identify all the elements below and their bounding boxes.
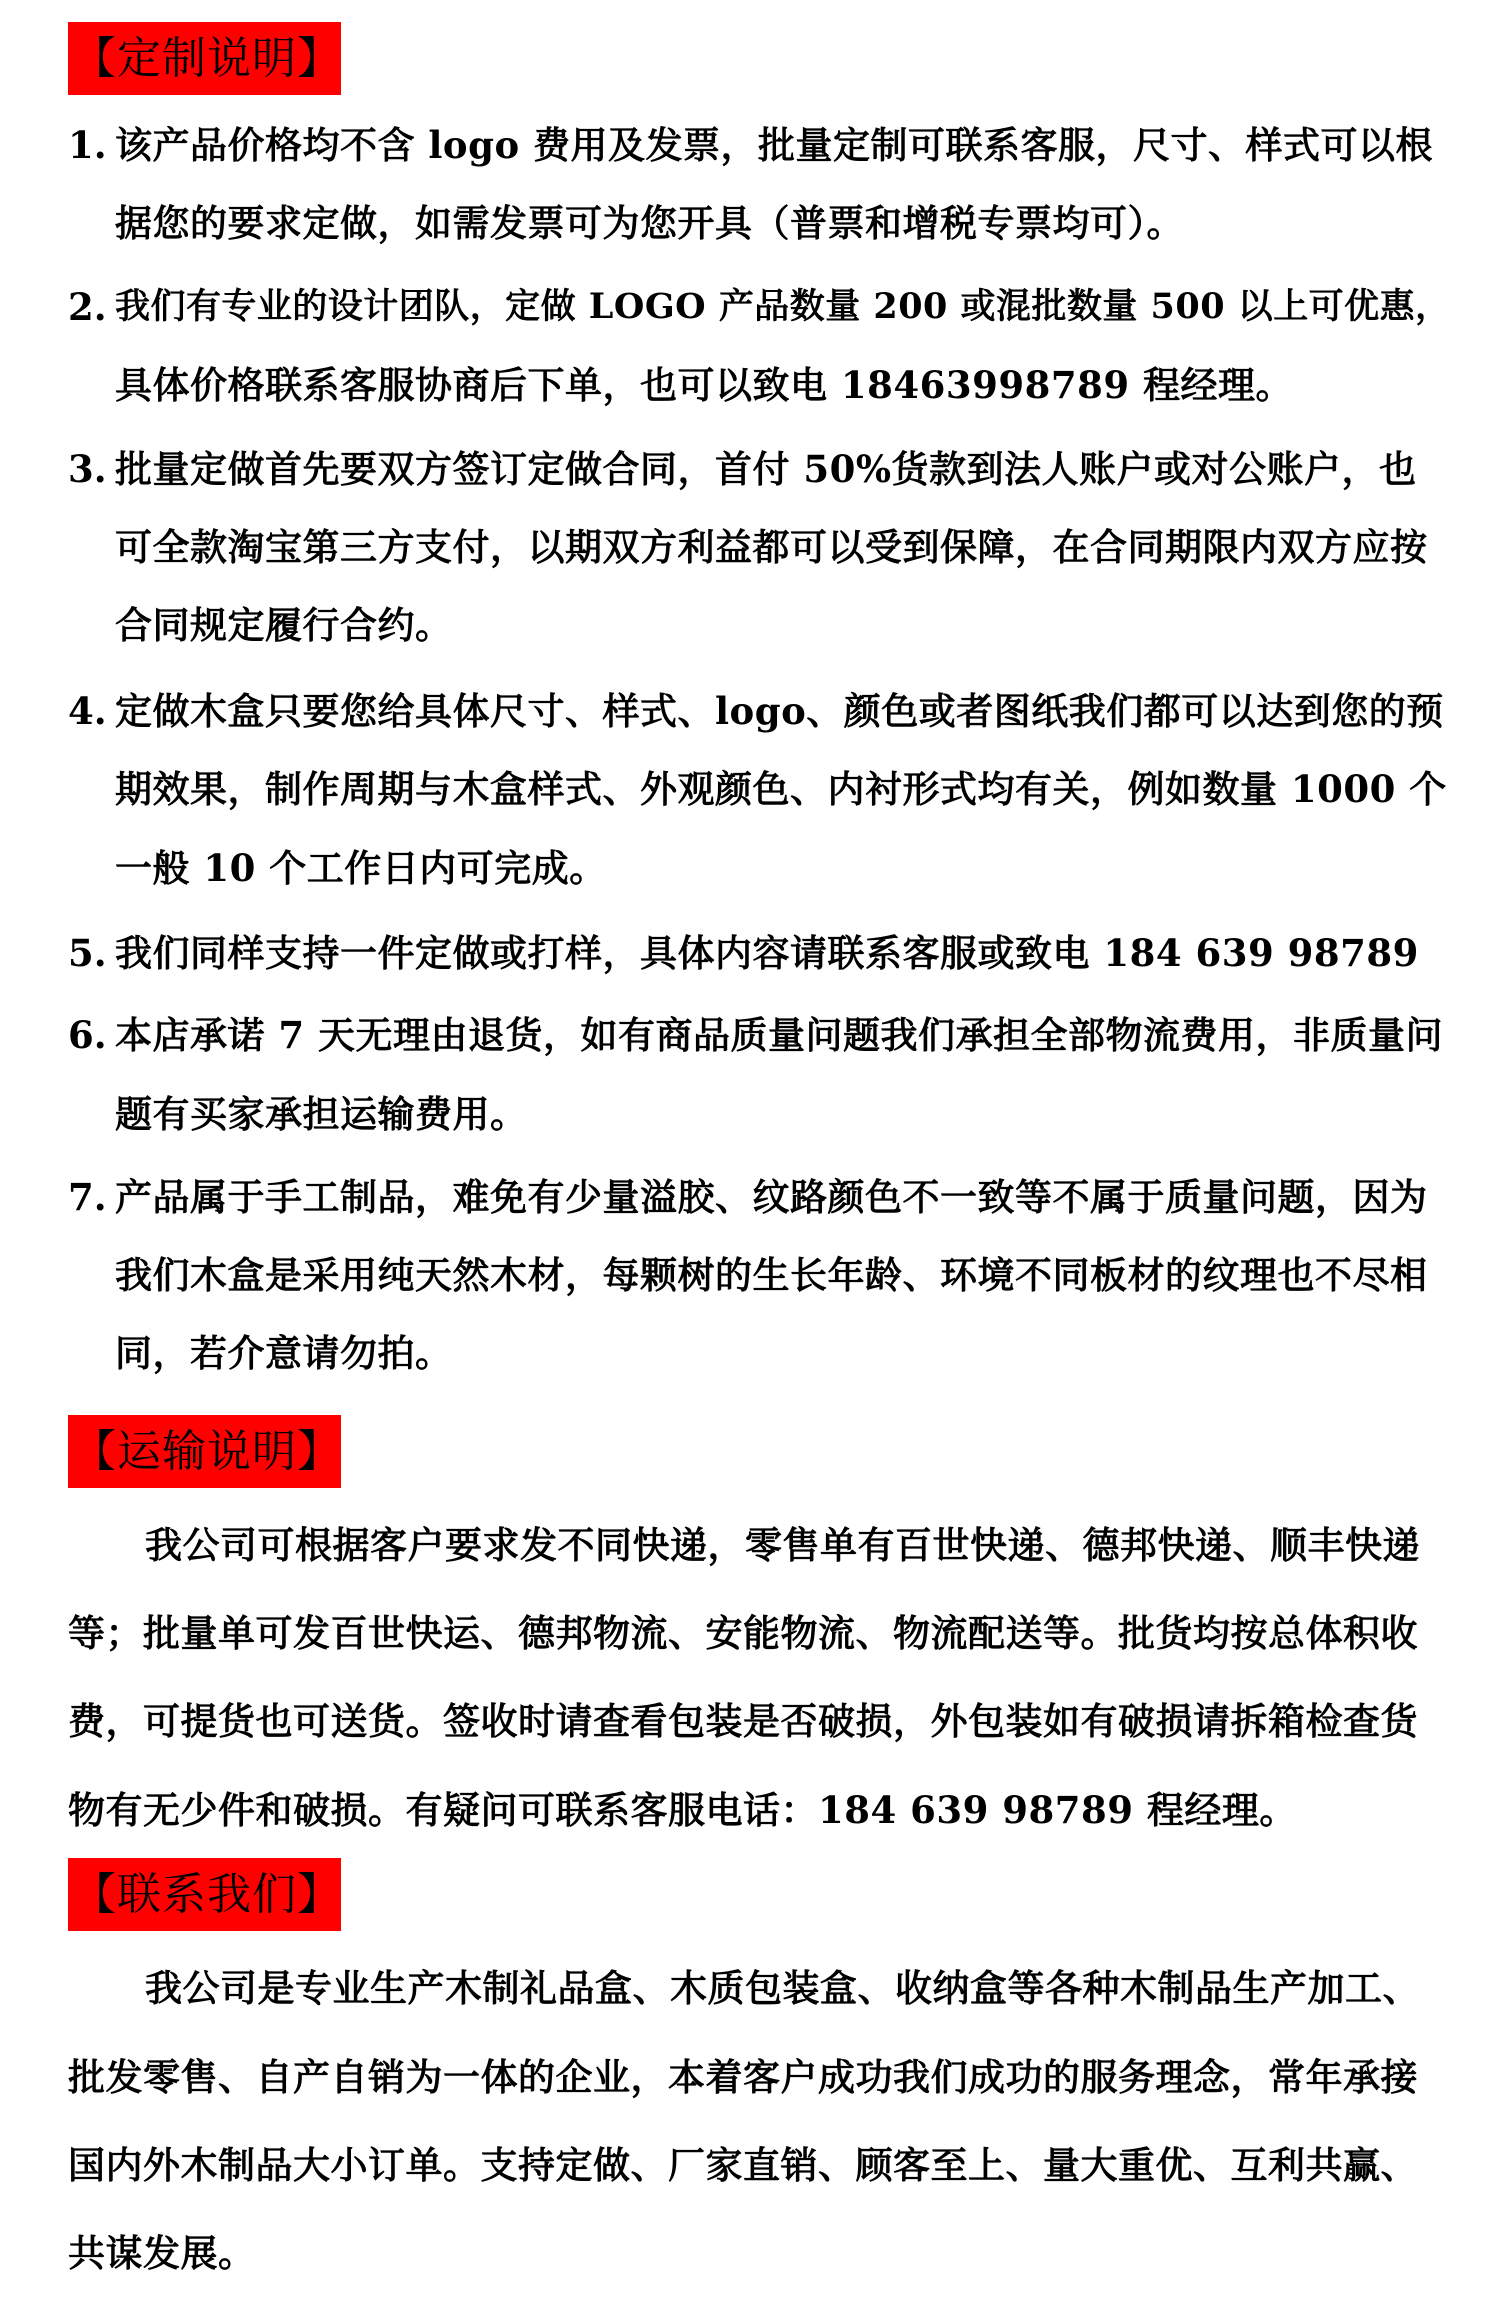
paragraph-line: 国内外木制品大小订单。支持定做、厂家直销、顾客至上、量大重优、互利共赢、 (68, 2143, 1418, 2187)
paragraph-line: 费，可提货也可送货。签收时请查看包装是否破损，外包装如有破损请拆箱检查货 (68, 1699, 1418, 1743)
paragraph-line: 批发零售、自产自销为一体的企业，本着客户成功我们成功的服务理念，常年承接 (68, 2055, 1418, 2099)
item-number: 4. (68, 689, 107, 733)
item-line: 一般 10 个工作日内可完成。 (115, 846, 607, 890)
item-number: 6. (68, 1013, 107, 1057)
item-line: 产品属于手工制品，难免有少量溢胶、纹路颜色不一致等不属于质量问题，因为 (115, 1175, 1428, 1219)
item-number: 7. (68, 1175, 107, 1219)
item-number: 2. (68, 285, 107, 329)
item-line: 该产品价格均不含 logo 费用及发票，批量定制可联系客服，尺寸、样式可以根 (115, 123, 1434, 167)
item-line: 定做木盒只要您给具体尺寸、样式、logo、颜色或者图纸我们都可以达到您的预 (115, 689, 1444, 733)
item-line: 同，若介意请勿拍。 (115, 1331, 453, 1375)
paragraph-line: 物有无少件和破损。有疑问可联系客服电话：184 639 98789 程经理。 (68, 1788, 1297, 1832)
item-number: 1. (68, 123, 107, 167)
contact-header: 【联系我们】 (68, 1858, 341, 1931)
item-line: 本店承诺 7 天无理由退货，如有商品质量问题我们承担全部物流费用，非质量问 (115, 1013, 1444, 1057)
paragraph-line: 等；批量单可发百世快运、德邦物流、安能物流、物流配送等。批货均按总体积收 (68, 1611, 1418, 1655)
paragraph-line: 我公司是专业生产木制礼品盒、木质包装盒、收纳盒等各种木制品生产加工、 (145, 1966, 1420, 2010)
item-line: 具体价格联系客服协商后下单，也可以致电 18463998789 程经理。 (115, 363, 1293, 407)
item-line: 题有买家承担运输费用。 (115, 1092, 528, 1136)
item-number: 5. (68, 931, 107, 975)
paragraph-line: 我公司可根据客户要求发不同快递，零售单有百世快递、德邦快递、顺丰快递 (145, 1523, 1420, 1567)
item-number: 3. (68, 447, 107, 491)
item-line: 批量定做首先要双方签订定做合同，首付 50%货款到法人账户或对公账户，也 (115, 447, 1417, 491)
item-line: 我们同样支持一件定做或打样，具体内容请联系客服或致电 184 639 98789 (115, 931, 1419, 975)
item-line: 我们木盒是采用纯天然木材，每颗树的生长年龄、环境不同板材的纹理也不尽相 (115, 1253, 1428, 1297)
item-line: 据您的要求定做，如需发票可为您开具（普票和增税专票均可）。 (115, 201, 1184, 245)
item-line: 期效果，制作周期与木盒样式、外观颜色、内衬形式均有关，例如数量 1000 个 (115, 767, 1447, 811)
item-line: 可全款淘宝第三方支付，以期双方利益都可以受到保障，在合同期限内双方应按 (115, 525, 1428, 569)
customization-header: 【定制说明】 (68, 22, 341, 95)
shipping-header: 【运输说明】 (68, 1415, 341, 1488)
item-line: 我们有专业的设计团队，定做 LOGO 产品数量 200 或混批数量 500 以上可优惠， (115, 286, 1451, 327)
item-line: 合同规定履行合约。 (115, 603, 453, 647)
paragraph-line: 共谋发展。 (68, 2231, 256, 2275)
